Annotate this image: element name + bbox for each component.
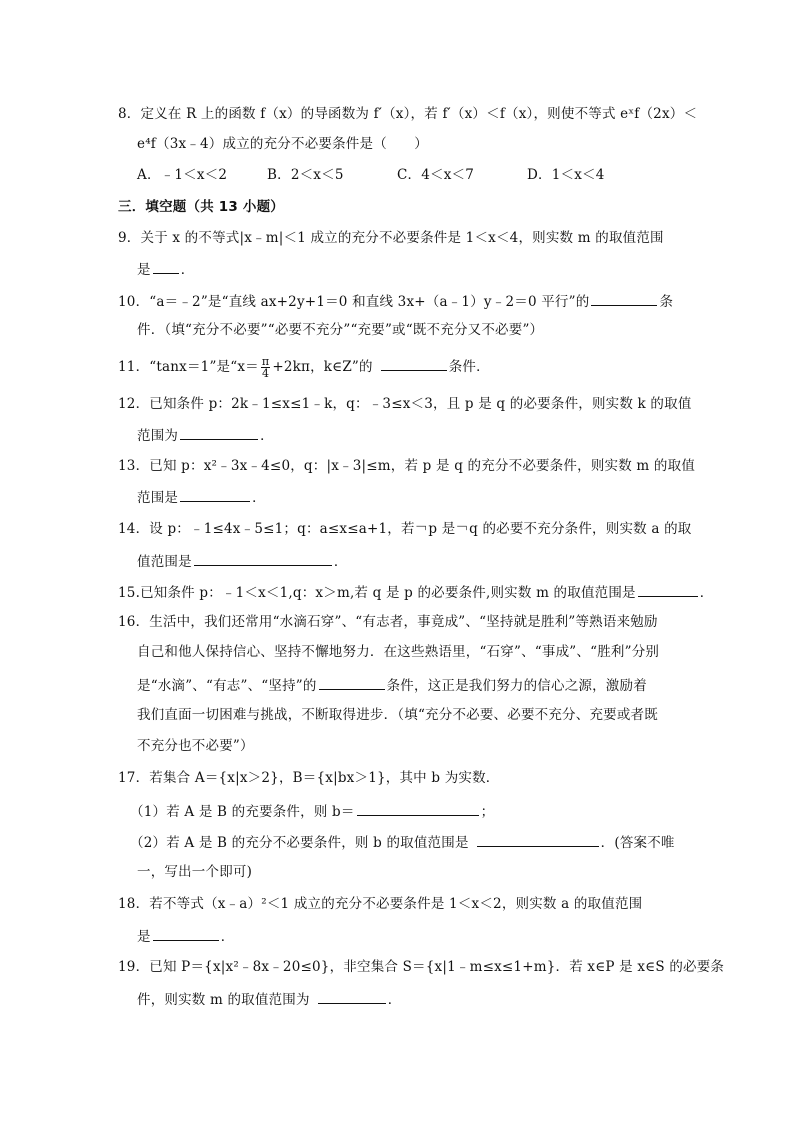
- q17-line1: 17．若集合 A＝{x|x＞2}，B＝{x|bx＞1}，其中 b 为实数．: [118, 770, 500, 786]
- q12-line2: [137, 425, 274, 445]
- q9-line1: 9．关于 x 的不等式|x﹣m|＜1 成立的充分不必要条件是 1＜x＜4，则实数 m 的取值范围: [118, 230, 664, 246]
- option-b: B．2＜x＜5: [267, 167, 344, 183]
- q12-line2-post: ．: [260, 428, 274, 444]
- q8-line1: 8．定义在 R 上的函数 f（x）的导函数为 f′（x），若 f′（x）＜f（x），则使不等式 eˣf（2x）＜: [118, 106, 698, 122]
- q16-line4: 我们直面一切困难与挑战，不断取得进步．（填“充分不必要、必要不充分、充要或者既: [137, 707, 658, 723]
- option-a: A．﹣1＜x＜2: [137, 167, 228, 183]
- q13-line2-post: ．: [252, 490, 266, 506]
- q11-mid: +2kπ，k∈Z”的: [272, 359, 373, 375]
- q8-options: [137, 166, 657, 184]
- frac-denominator: 4: [261, 367, 270, 380]
- q19-line2-pre: 件，则实数 m 的取值范围为: [137, 992, 310, 1008]
- answer-blank[interactable]: [357, 801, 479, 816]
- q14-line1: 14．设 p：﹣1≤4x﹣5≤1；q：a≤x≤a+1，若￢p 是￢q 的必要不充分条件，则实数 a 的取: [118, 521, 692, 537]
- q9-line2-post: ．: [180, 262, 195, 278]
- q17-sub2-pre: （2）若 A 是 B 的充分不必要条件，则 b 的取值范围是: [130, 835, 469, 851]
- q18-line2: [137, 926, 234, 946]
- q13-line2: [137, 487, 266, 507]
- q16-line3-post: 条件，这正是我们努力的信心之源，激励着: [386, 678, 647, 694]
- pi-over-4-fraction: [261, 356, 270, 379]
- q15-line: [118, 582, 713, 602]
- q8-line2: e⁴f（3x﹣4）成立的充分不必要条件是（ ）: [137, 136, 428, 152]
- answer-blank[interactable]: [638, 582, 698, 597]
- q15-pre: 15.已知条件 p：﹣1＜x＜1,q：x＞m,若 q 是 p 的必要条件,则实数 m 的取值范围是: [118, 585, 636, 601]
- q16-line3-pre: 是“水滴”、“有志”、“坚持”的: [137, 678, 317, 694]
- answer-blank[interactable]: [319, 675, 385, 690]
- q13-line1: 13．已知 p：x²﹣3x﹣4≤0，q：|x﹣3|≤m，若 p 是 q 的充分不必要条件，则实数 m 的取值: [118, 458, 696, 474]
- q11-line: [118, 356, 490, 379]
- q14-line2: [137, 551, 348, 571]
- answer-blank[interactable]: [180, 425, 258, 440]
- option-d: D．1＜x＜4: [527, 167, 605, 183]
- q17-sub1: [130, 801, 494, 821]
- answer-blank[interactable]: [180, 487, 250, 502]
- q17-sub1-pre: （1）若 A 是 B 的充要条件，则 b＝: [130, 804, 355, 820]
- q11-post: 条件．: [448, 359, 490, 375]
- section-title: 三．填空题（共 13 小题）: [118, 199, 284, 215]
- q17-sub1-post: ；: [480, 804, 495, 820]
- q9-line2-pre: 是: [137, 262, 151, 278]
- answer-blank[interactable]: [381, 356, 447, 371]
- q10-line2: 件．（填“充分不必要”“必要不充分”“充要”或“既不充分又不必要”）: [137, 322, 544, 338]
- q19-line1: 19．已知 P＝{x|x²﹣8x﹣20≤0}，非空集合 S＝{x|1﹣m≤x≤1+m}．若 x∈P 是 x∈S 的必要条: [118, 959, 725, 975]
- q15-post: ．: [699, 585, 714, 601]
- q16-line2: 自己和他人保持信心、坚持不懈地努力．在这些熟语里，“石穿”、“事成”、“胜利”分别: [137, 644, 660, 660]
- q12-line2-pre: 范围为: [137, 428, 179, 444]
- q19-line2: [137, 989, 401, 1009]
- q16-line5: 不充分也不必要”）: [137, 738, 254, 754]
- q18-line1: 18．若不等式（x﹣a）²＜1 成立的充分不必要条件是 1＜x＜2，则实数 a 的取值范围: [118, 896, 643, 912]
- answer-blank[interactable]: [591, 291, 657, 306]
- q18-line2-pre: 是: [137, 929, 151, 945]
- answer-blank[interactable]: [153, 926, 219, 941]
- answer-blank[interactable]: [477, 832, 599, 847]
- answer-blank[interactable]: [194, 551, 332, 566]
- q11-pre: 11．“tanx＝1”是“x＝: [118, 359, 259, 375]
- q19-line2-post: ．: [387, 992, 402, 1008]
- answer-blank[interactable]: [318, 989, 386, 1004]
- q17-sub2: [130, 832, 675, 852]
- answer-blank[interactable]: [153, 259, 179, 274]
- option-c: C．4＜x＜7: [397, 167, 475, 183]
- frac-numerator: π: [261, 355, 270, 368]
- q9-line2: [137, 259, 194, 279]
- q17-sub2-post: ．(答案不唯: [600, 835, 675, 851]
- q13-line2-pre: 范围是: [137, 490, 179, 506]
- q10-line1: [118, 291, 673, 311]
- q10-line1-pre: 10．“a＝﹣2”是“直线 ax+2y+1＝0 和直线 3x+（a﹣1）y﹣2＝0 平行”的: [118, 294, 590, 310]
- q16-line3: [137, 675, 647, 695]
- q16-line1: 16．生活中，我们还常用“水滴石穿”、“有志者，事竟成”、“坚持就是胜利”等熟语来勉励: [118, 614, 658, 630]
- q14-line2-pre: 值范围是: [137, 554, 192, 570]
- q18-line2-post: ．: [220, 929, 235, 945]
- q12-line1: 12．已知条件 p：2k﹣1≤x≤1﹣k，q：﹣3≤x＜3，且 p 是 q 的必要条件，则实数 k 的取值: [118, 396, 692, 412]
- q17-line4: 一，写出一个即可): [137, 864, 253, 880]
- q14-line2-post: ．: [333, 554, 348, 570]
- q10-line1-post: 条: [659, 294, 674, 310]
